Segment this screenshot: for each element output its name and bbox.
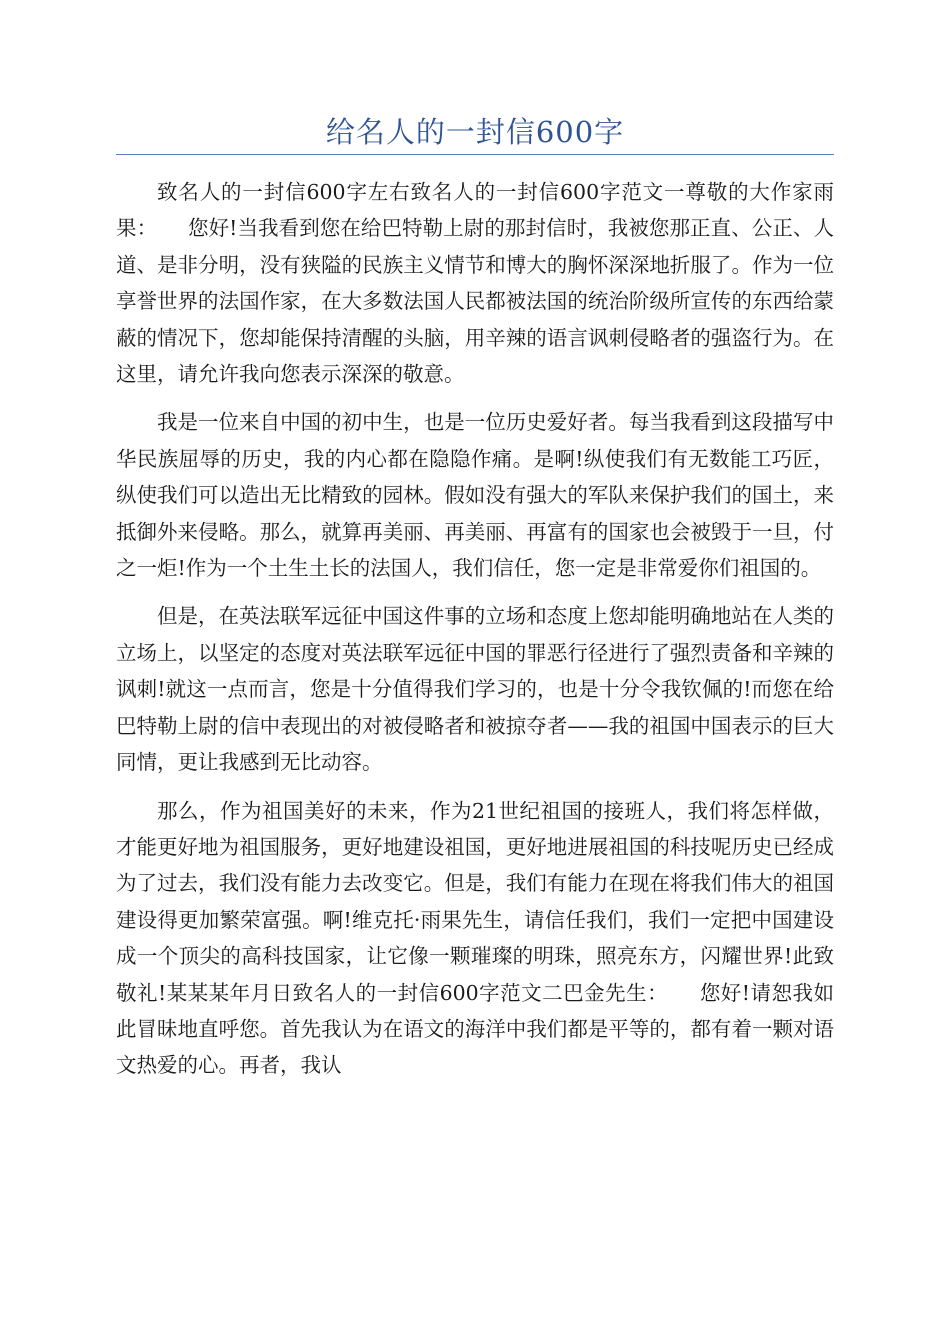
paragraph-1: 致名人的一封信600字左右致名人的一封信600字范文一尊敬的大作家雨果： 您好!当我看到您在给巴特勒上尉的那封信时，我被您那正直、公正、人道、是非分明，没有狭隘的民族主义情节和博大的胸怀深深地折服了。作为一位享誉世界的法国作家，在大多数法国人民都被法国的统治阶级所宣传的东西给蒙蔽的情况下，您却能保持清醒的头脑，用辛辣的语言讽刺侵略者的强盗行为。在这里，请允许我向您表示深深的敬意。 xyxy=(116,180,834,387)
paragraph-4: 那么，作为祖国美好的未来，作为21世纪祖国的接班人，我们将怎样做，才能更好地为祖国服务，更好地建设祖国，更好地进展祖国的科技呢历史已经成为了过去，我们没有能力去改变它。但是，我们有能力在现在将我们伟大的祖国建设得更加繁荣富强。啊!维克托·雨果先生，请信任我们，我们一定把中国建设成一个顶尖的高科技国家，让它像一颗璀璨的明珠，照亮东方，闪耀世界!此致敬礼!某某某年月日致名人的一封信600字范文二巴金先生： 您好!请恕我如此冒昧地直呼您。首先我认为在语文的海洋中我们都是平等的，都有着一颗对语文热爱的心。再者，我认 xyxy=(116,798,834,1078)
paragraph-3: 但是，在英法联军远征中国这件事的立场和态度上您却能明确地站在人类的立场上，以坚定的态度对英法联军远征中国的罪恶行径进行了强烈责备和辛辣的讽刺!就这一点而言，您是十分值得我们学习的，也是十分令我钦佩的!而您在给巴特勒上尉的信中表现出的对被侵略者和被掠夺者——我的祖国中国表示的巨大同情，更让我感到无比动容。 xyxy=(116,604,834,775)
document-body xyxy=(116,174,834,1096)
paragraph-2: 我是一位来自中国的初中生，也是一位历史爱好者。每当我看到这段描写中华民族屈辱的历史，我的内心都在隐隐作痛。是啊!纵使我们有无数能工巧匠，纵使我们可以造出无比精致的园林。假如没有强大的军队来保护我们的国土，来抵御外来侵略。那么，就算再美丽、再美丽、再富有的国家也会被毁于一旦，付之一炬!作为一个土生土长的法国人，我们信任，您一定是非常爱你们祖国的。 xyxy=(116,410,834,581)
title-underline xyxy=(116,154,834,155)
document-title: 给名人的一封信600字 xyxy=(325,115,625,149)
